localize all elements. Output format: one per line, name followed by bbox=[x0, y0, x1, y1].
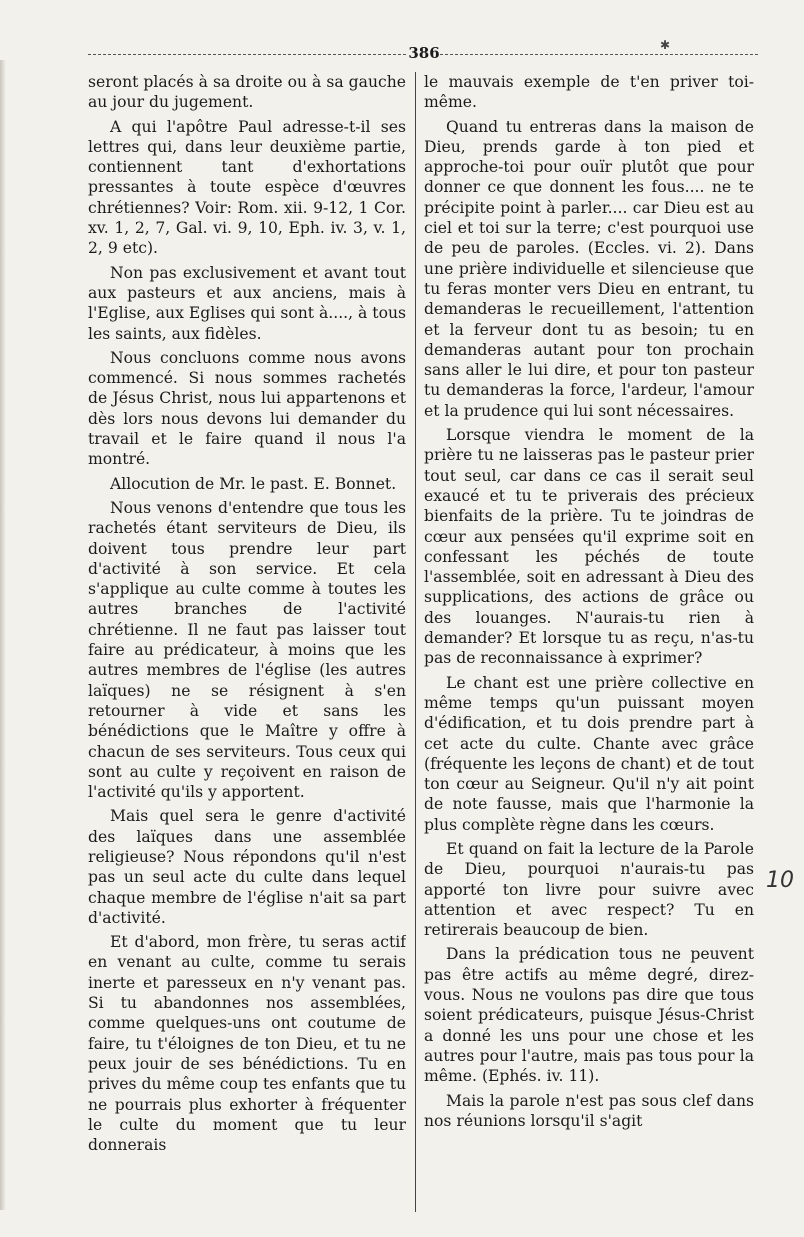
column-divider bbox=[415, 72, 416, 1212]
right-column-paragraph: Le chant est une prière collective en même temps qu'un puissant moyen d'édification, et tu dois prendre part à cet acte du culte. Chante avec grâce (fréquente les leçons de chant) et de tout ton cœur au Seigneur. Qu'il n'y ait point de note fausse, mais que l'harmonie la plus complète règne dans les cœurs. bbox=[424, 673, 754, 834]
left-column-paragraph: A qui l'apôtre Paul adresse-t-il ses lettres qui, dans leur deuxième partie, contiennent tant d'exhortations pressantes à toute espèce d'œuvres chrétiennes? Voir: Rom. xii. 9-12, 1 Cor. xv. 1, 2, 7, Gal. vi. 9, 10, Eph. iv. 3, v. 1, 2, 9 etc). bbox=[88, 117, 406, 258]
left-column-paragraph: Non pas exclusivement et avant tout aux pasteurs et aux anciens, mais à l'Eglise, aux Eglises qui sont à...., à tous les saints, aux fidèles. bbox=[88, 263, 406, 343]
page-header bbox=[88, 44, 758, 64]
left-column-paragraph: Nous venons d'entendre que tous les rachetés étant serviteurs de Dieu, ils doivent tous prendre leur part d'activité à son service. Et cela s'applique au culte comme à toutes les autres branches de l'activité chrétienne. Il ne faut pas laisser tout faire au prédicateur, à moins que les autres membres de l'église (les autres laïques) ne se résignent à s'en retourner à vide et sans les bénédictions que le Maître y offre à chacun de ses serviteurs. Tous ceux qui sont au culte y reçoivent en raison de l'activité qu'ils y apportent. bbox=[88, 498, 406, 802]
right-column-paragraph: Quand tu entreras dans la maison de Dieu, prends garde à ton pied et approche-toi pour ouïr plutôt que pour donner ce que donnent les fous.... ne te précipite point à parler.... car Dieu est au ciel et toi sur la terre; c'est pourquoi use de peu de paroles. (Eccles. vi. 2). Dans une prière individuelle et silencieuse que tu feras monter vers Dieu en entrant, tu demanderas le recueillement, l'attention et la ferveur dont tu as besoin; tu en demanderas autant pour ton prochain sans aller le lui dire, et pour ton pasteur tu demanderas la force, l'ardeur, l'amour et la prudence qui lui sont nécessaires. bbox=[424, 117, 754, 420]
page-edge-shadow bbox=[0, 60, 6, 1210]
left-column-paragraph: Nous concluons comme nous avons commencé. Si nous sommes rachetés de Jésus Christ, nous lui appartenons et dès lors nous devons lui demander du travail et le faire quand il nous l'a montré. bbox=[88, 348, 406, 469]
left-column bbox=[88, 72, 406, 1212]
header-rule-left bbox=[88, 54, 406, 55]
right-column-paragraph: Lorsque viendra le moment de la prière tu ne laisseras pas le pasteur prier tout seul, car dans ce cas il serait seul exaucé et tu te priverais des précieux bienfaits de la prière. Tu te joindras de cœur aux pensées qu'il exprime soit en confessant les péchés de toute l'assemblée, soit en adressant à Dieu des supplications, des actions de grâce ou des louanges. N'aurais-tu rien à demander? Et lorsque tu as reçu, n'as-tu pas de reconnaissance à exprimer? bbox=[424, 426, 754, 668]
handwritten-margin-note: 10 bbox=[766, 868, 794, 893]
right-column-paragraph: Mais la parole n'est pas sous clef dans nos réunions lorsqu'il s'agit bbox=[424, 1091, 754, 1130]
page-number: 386 bbox=[408, 44, 440, 62]
ink-speck: ✱ bbox=[660, 38, 671, 52]
right-column bbox=[424, 72, 754, 1212]
left-column-paragraph: Et d'abord, mon frère, tu seras actif en venant au culte, comme tu serais inerte et paresseux en n'y venant pas. Si tu abandonnes nos assemblées, comme quelques-uns ont coutume de faire, tu t'éloignes de ton Dieu, et tu ne peux jouir de ses bénédictions. Tu en prives du même coup tes enfants que tu ne pourrais plus exhorter à fréquenter le culte du moment que tu leur donnerais bbox=[88, 933, 406, 1155]
right-column-paragraph: Dans la prédication tous ne peuvent pas être actifs au même degré, direz-vous. Nous ne voulons pas dire que tous soient prédicateurs, puisque Jésus-Christ a donné les uns pour une chose et les autres pour l'autre, mais pas tous pour la même. (Ephés. iv. 11). bbox=[424, 945, 754, 1086]
right-column-paragraph: le mauvais exemple de t'en priver toi-même. bbox=[424, 73, 754, 112]
left-column-paragraph: Mais quel sera le genre d'activité des laïques dans une assemblée religieuse? Nous répondons qu'il n'est pas un seul acte du culte dans lequel chaque membre de l'église n'ait sa part d'activité. bbox=[88, 807, 406, 927]
left-column-paragraph: seront placés à sa droite ou à sa gauche au jour du jugement. bbox=[88, 73, 406, 112]
left-column-paragraph: Allocution de Mr. le past. E. Bonnet. bbox=[110, 474, 397, 493]
right-column-paragraph: Et quand on fait la lecture de la Parole de Dieu, pourquoi n'aurais-tu pas apporté ton livre pour suivre avec attention et avec respect? Tu en retirerais beaucoup de bien. bbox=[424, 839, 754, 940]
header-rule-right bbox=[440, 54, 758, 55]
